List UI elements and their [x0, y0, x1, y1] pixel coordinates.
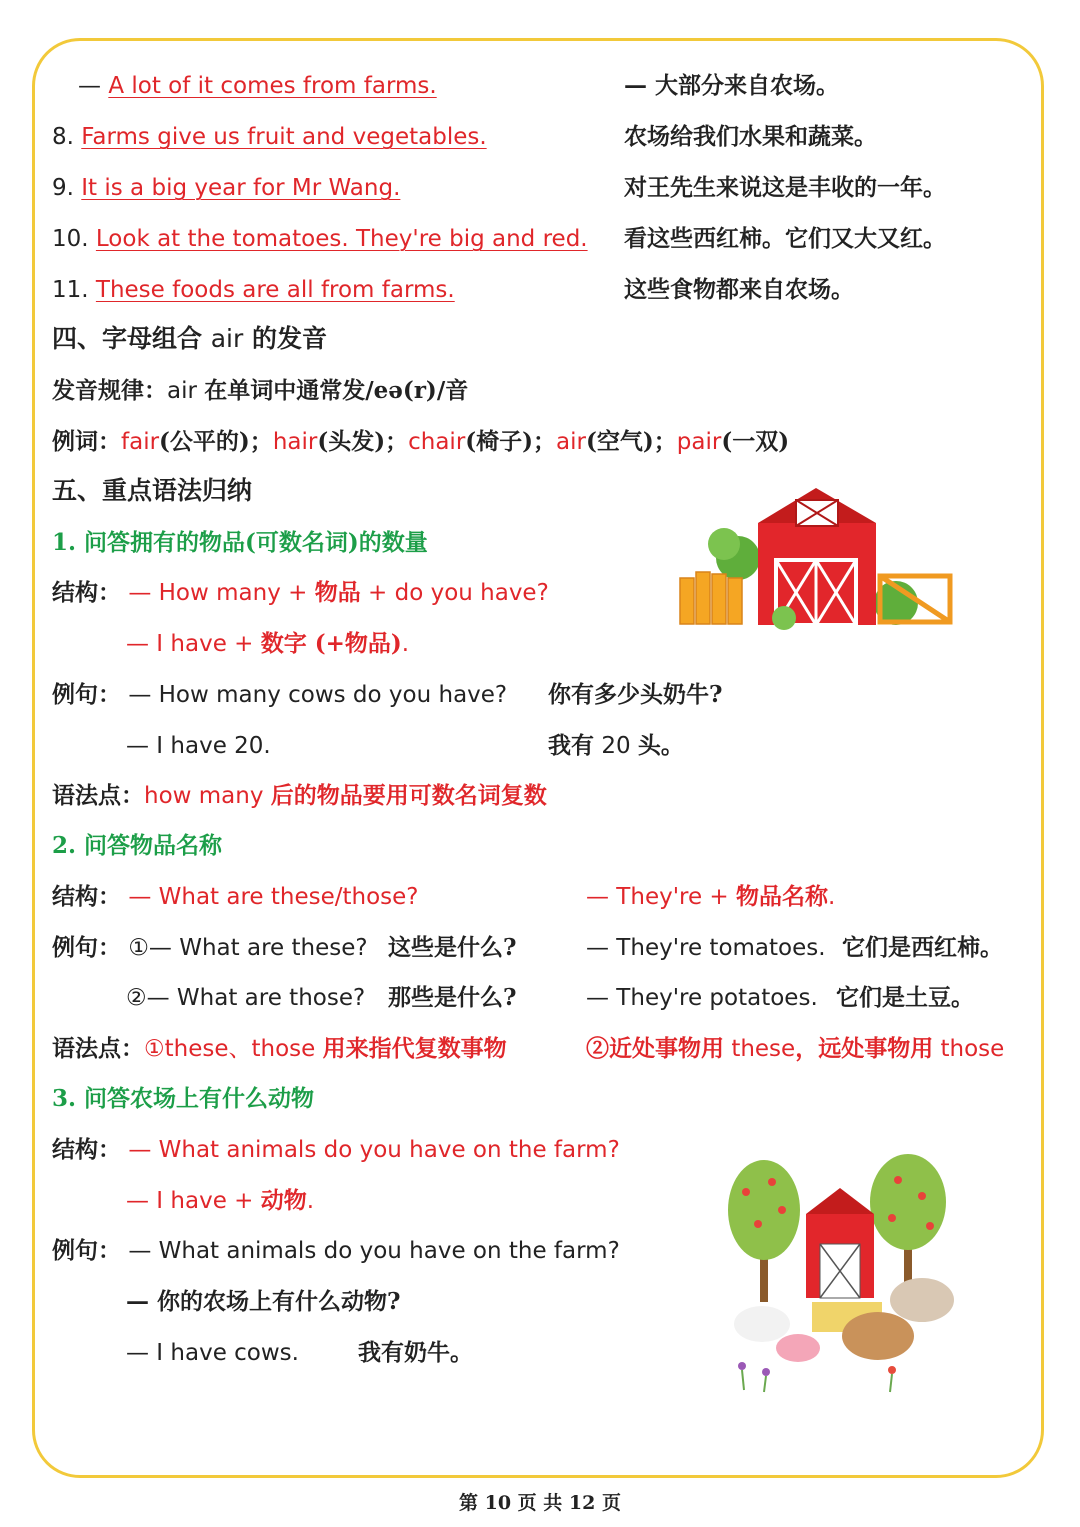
sentence-7-answer-cn: — 大部分来自农场。	[624, 72, 840, 99]
grammar-2-example-2-a: — They're potatoes.	[586, 985, 818, 1011]
grammar-2-example-1-q-cn: 这些是什么?	[388, 934, 517, 961]
grammar-2-title: 2. 问答物品名称	[52, 832, 223, 859]
grammar-2-note-1: 语法点：①these、those 用来指代复数事物	[52, 1035, 507, 1062]
sentence-10-cn: 看这些西红柿。它们又大又红。	[624, 225, 946, 252]
grammar-3-example-q-cn: — 你的农场上有什么动物?	[126, 1288, 401, 1315]
sentence-8-cn: 农场给我们水果和蔬菜。	[624, 123, 877, 150]
grammar-3-example-a-cn: 我有奶牛。	[358, 1339, 473, 1366]
grammar-1-example-q: 例句： — How many cows do you have?	[52, 681, 508, 708]
grammar-1-title: 1. 问答拥有的物品(可数名词)的数量	[52, 529, 428, 556]
grammar-2-example-2-a-cn: 它们是土豆。	[836, 984, 974, 1011]
grammar-2-example-1-a-cn: 它们是西红柿。	[842, 934, 1003, 961]
grammar-3-example-a: — I have cows.	[126, 1340, 299, 1366]
grammar-3-structure-q: 结构： — What animals do you have on the farm?	[52, 1136, 620, 1163]
grammar-3-structure-a: — I have + 动物.	[126, 1187, 315, 1214]
grammar-2-note-2: ②近处事物用 these，远处事物用 those	[586, 1035, 1005, 1062]
grammar-2-example-2-q: ②— What are those?	[126, 985, 366, 1011]
page-footer: 第 10 页 共 12 页	[459, 1492, 621, 1514]
grammar-1-structure-a: — I have + 数字 (+物品).	[126, 630, 410, 657]
grammar-1-example-a-cn: 我有 20 头。	[548, 732, 684, 759]
sentence-10: 10. Look at the tomatoes. They're big and red.	[52, 226, 588, 252]
grammar-3-title: 3. 问答农场上有什么动物	[52, 1085, 315, 1112]
farm-animals-illustration	[722, 1152, 978, 1402]
pronunciation-rule: 发音规律：air 在单词中通常发/eə(r)/音	[52, 377, 469, 404]
grammar-2-example-2-q-cn: 那些是什么?	[388, 984, 517, 1011]
grammar-2-structure-q: 结构： — What are these/those?	[52, 883, 419, 910]
barn-illustration	[676, 478, 956, 638]
section-4-title: 四、字母组合 air 的发音	[52, 324, 328, 353]
grammar-2-structure-a: — They're + 物品名称.	[586, 883, 836, 910]
sentence-8: 8. Farms give us fruit and vegetables.	[52, 124, 487, 150]
sentence-7-answer: — A lot of it comes from farms.	[78, 73, 437, 99]
sentence-11-cn: 这些食物都来自农场。	[624, 276, 854, 303]
grammar-1-note: 语法点：how many 后的物品要用可数名词复数	[52, 782, 547, 809]
grammar-2-example-1-q: 例句： ①— What are these?	[52, 934, 368, 961]
sentence-9-cn: 对王先生来说这是丰收的一年。	[624, 174, 946, 201]
grammar-1-example-a: — I have 20.	[126, 733, 271, 759]
grammar-1-example-q-cn: 你有多少头奶牛?	[548, 681, 723, 708]
sentence-9: 9. It is a big year for Mr Wang.	[52, 175, 401, 201]
grammar-3-example-q: 例句： — What animals do you have on the farm?	[52, 1237, 620, 1264]
grammar-2-example-1-a: — They're tomatoes.	[586, 935, 826, 961]
example-words: 例词：fair(公平的)；hair(头发)；chair(椅子)；air(空气)；pair(一双)	[52, 428, 790, 455]
grammar-1-structure-q: 结构： — How many + 物品 + do you have?	[52, 579, 549, 606]
section-5-title: 五、重点语法归纳	[52, 476, 253, 505]
sentence-11: 11. These foods are all from farms.	[52, 277, 455, 303]
